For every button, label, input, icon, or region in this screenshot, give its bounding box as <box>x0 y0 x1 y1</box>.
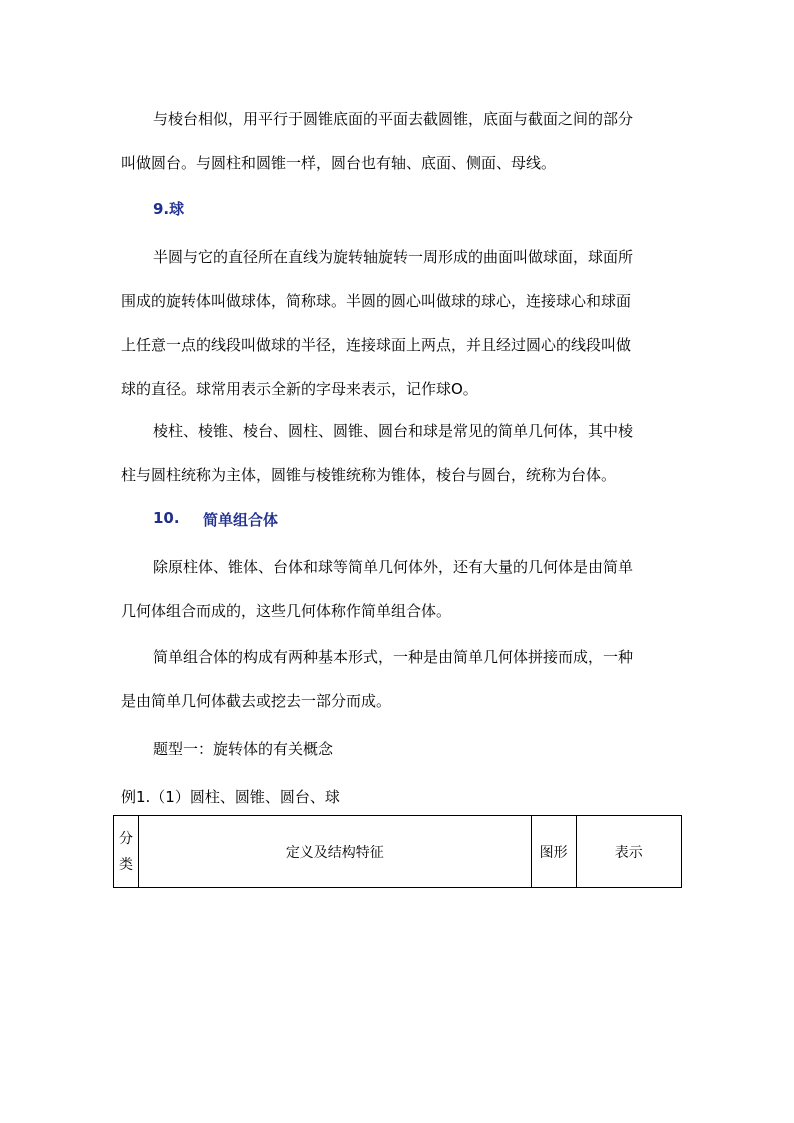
paragraph-sphere-definition <box>121 235 681 411</box>
cell-text: 类 <box>118 856 133 873</box>
section-heading-composite: 简单组合体 <box>203 511 279 529</box>
text-line: 与棱台相似，用平行于圆锥底面的平面去截圆锥，底面与截面之间的部分 <box>153 110 634 128</box>
cell-text: 分 <box>118 830 133 847</box>
section-heading-sphere: 9.球 <box>153 200 185 218</box>
text-line: 半圆与它的直径所在直线为旋转轴旋转一周形成的曲面叫做球面，球面所 <box>153 248 634 266</box>
text-line: 几何体组合而成的，这些几何体称作简单组合体。 <box>121 602 452 620</box>
text-line: 棱柱、棱锥、棱台、圆柱、圆锥、圆台和球是常见的简单几何体，其中棱 <box>153 422 634 440</box>
text-line: 简单组合体的构成有两种基本形式，一种是由简单几何体拼接而成，一种 <box>153 648 634 666</box>
paragraph-simple-solids <box>121 409 681 497</box>
paragraph-frustum-cone <box>121 97 681 185</box>
classification-table <box>113 815 682 888</box>
text-line: 围成的旋转体叫做球体，简称球。半圆的圆心叫做球的球心，连接球心和球面 <box>121 292 632 310</box>
table-cell-category <box>114 816 139 888</box>
text-line: 柱与圆柱统称为主体，圆锥与棱锥统称为锥体，棱台与圆台，统称为台体。 <box>121 466 617 484</box>
table-header-row <box>114 816 682 888</box>
table-cell-notation: 表示 <box>576 816 681 888</box>
text-line: 除原柱体、锥体、台体和球等简单几何体外，还有大量的几何体是由简单 <box>153 558 634 576</box>
text-line: 球的直径。球常用表示全新的字母来表示，记作球O。 <box>121 380 478 398</box>
example-label: 例1.（1）圆柱、圆锥、圆台、球 <box>121 788 340 806</box>
text-line: 叫做圆台。与圆柱和圆锥一样，圆台也有轴、底面、侧面、母线。 <box>121 154 557 172</box>
table-cell-figure: 图形 <box>531 816 576 888</box>
paragraph-composite-definition <box>121 545 681 633</box>
text-line: 上任意一点的线段叫做球的半径，连接球面上两点，并且经过圆心的线段叫做 <box>121 336 632 354</box>
section-heading-number: 10. <box>153 509 180 527</box>
topic-label: 题型一：旋转体的有关概念 <box>153 740 334 758</box>
table-cell-definition: 定义及结构特征 <box>138 816 531 888</box>
text-line: 是由简单几何体截去或挖去一部分而成。 <box>121 692 392 710</box>
paragraph-composite-forms <box>121 635 681 723</box>
